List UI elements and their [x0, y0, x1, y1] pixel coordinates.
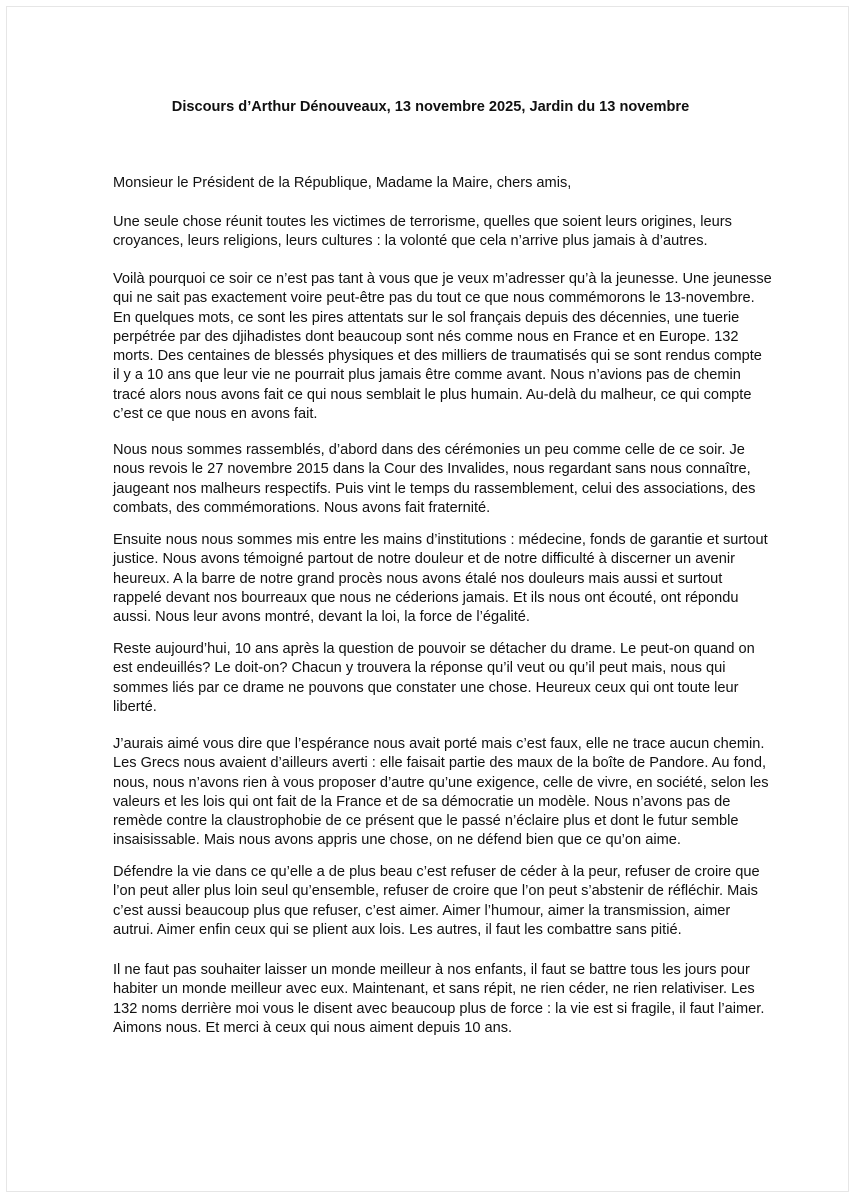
text-line: Reste aujourd’hui, 10 ans après la question de pouvoir se détacher du drame. Le peut-on quand on	[113, 641, 755, 657]
paragraph-5	[113, 640, 755, 717]
text-line: Les Grecs nous avaient d’ailleurs averti : elle faisait partie des maux de la boîte de Pandore. Au fond,	[113, 755, 767, 772]
text-line: croyances, leurs religions, leurs cultures : la volonté que cela n’arrive plus jamais à d’autres.	[113, 233, 708, 250]
text-line: nous, nous n’avons rien à vous proposer d’autre qu’une exigence, celle de vivre, en société, selon les	[113, 774, 769, 791]
text-line: nous revois le 27 novembre 2015 dans la Cour des Invalides, nous regardant sans nous connaître,	[113, 461, 751, 478]
document-title: Discours d’Arthur Dénouveaux, 13 novembre 2025, Jardin du 13 novembre	[171, 99, 690, 115]
text-line: rappelé devant nos bourreaux que nous ne céderions jamais. Et ils nous ont écouté, ont répondu	[113, 589, 739, 606]
text-line: l’on peut aller plus loin seul qu’ensemble, refuser de croire que l’on peut s’abstenir de réfléchir. Mais	[113, 883, 758, 900]
text-line: est endeuillés? Le doit-on? Chacun y trouvera la réponse qu’il veut ou qu’il peut mais, nous qui	[113, 660, 726, 677]
text-line: jaugeant nos malheurs respectifs. Puis vint le temps du rassemblement, celui des associations, des	[113, 480, 756, 497]
text-line: Défendre la vie dans ce qu’elle a de plus beau c’est refuser de céder à la peur, refuser de croire que	[113, 864, 760, 880]
paragraph-6	[113, 735, 769, 851]
text-line: il y a 10 ans que leur vie ne pourrait plus jamais être comme avant. Nous n’avions pas de chemin	[113, 367, 741, 384]
text-line: 132 noms derrière moi vous le disent avec beaucoup plus de force : la vie est si fragile, il faut l’aimer.	[113, 1000, 765, 1017]
text-line: sommes liés par ce drame ne pouvons que constater une chose. Heureux ceux qui ont toute leur	[113, 679, 739, 696]
text-line: Ensuite nous nous sommes mis entre les mains d’institutions : médecine, fonds de garantie et surtout	[113, 532, 768, 548]
paragraph-8	[113, 961, 765, 1038]
text-line: remède contre la claustrophobie de ce présent que le passé n’éclaire plus et dont le futur semble	[113, 813, 739, 830]
paragraph-4	[113, 531, 768, 627]
text-line: Nous nous sommes rassemblés, d’abord dans des cérémonies un peu comme celle de ce soir. Je	[113, 442, 745, 458]
text-line: insaisissable. Mais nous avons appris une chose, on ne défend bien que ce qu’on aime.	[113, 832, 681, 849]
paragraph-1	[113, 213, 748, 252]
text-line: justice. Nous avons témoigné partout de notre douleur et de notre difficulté à discerner un avenir	[113, 551, 735, 568]
text-line: valeurs et les lois qui ont fait de la France et de sa démocratie un modèle. Nous n’avons pas de	[113, 793, 731, 810]
text-line: c’est ce que nous en avons fait.	[113, 406, 318, 423]
text-line: autrui. Aimer enfin ceux qui se plient aux lois. Les autres, il faut les combattre sans pitié.	[113, 921, 682, 938]
paragraph-3	[113, 441, 756, 518]
text-line: perpétrée par des djihadistes dont beaucoup sont nés comme nous en France et en Europe. 132	[113, 328, 739, 345]
text-line: Aimons nous. Et merci à ceux qui nous aiment depuis 10 ans.	[113, 1019, 513, 1036]
salutation: Monsieur le Président de la République, Madame la Maire, chers amis,	[113, 175, 572, 191]
text-line: aussi. Nous leur avons montré, devant la loi, la force de l’égalité.	[113, 609, 530, 626]
text-line: c’est aussi beaucoup plus que refuser, c’est aimer. Aimer l’humour, aimer la transmission, aimer	[113, 902, 731, 919]
text-line: Une seule chose réunit toutes les victimes de terrorisme, quelles que soient leurs origines, leurs	[113, 214, 732, 230]
text-line: J’aurais aimé vous dire que l’espérance nous avait porté mais c’est faux, elle ne trace aucun chemin.	[113, 736, 765, 752]
paragraph-7	[113, 863, 760, 940]
text-line: heureux. A la barre de notre grand procès nous avons étalé nos douleurs mais aussi et surtout	[113, 570, 723, 587]
text-line: liberté.	[113, 698, 157, 715]
text-line: morts. Des centaines de blessés physiques et des milliers de traumatisés qui se sont rendus compte	[113, 348, 762, 365]
text-line: combats, des commémorations. Nous avons fait fraternité.	[113, 499, 491, 516]
paragraph-2	[113, 270, 772, 424]
text-line: qui ne sait pas exactement voire peut-être pas du tout ce que nous commémorons le 13-novembre.	[113, 290, 755, 307]
text-line: tracé alors nous avons fait ce qui nous semblait le plus humain. Au-delà du malheur, ce qui compte	[113, 386, 752, 403]
text-line: Voilà pourquoi ce soir ce n’est pas tant à vous que je veux m’adresser qu’à la jeunesse. Une jeunesse	[113, 271, 772, 287]
text-line: Il ne faut pas souhaiter laisser un monde meilleur à nos enfants, il faut se battre tous les jours pour	[113, 962, 750, 978]
text-line: habiter un monde meilleur avec eux. Maintenant, et sans répit, ne rien céder, ne rien relativiser. Les	[113, 981, 755, 998]
text-line: En quelques mots, ce sont les pires attentats sur le sol français depuis des décennies, une tuerie	[113, 309, 740, 326]
